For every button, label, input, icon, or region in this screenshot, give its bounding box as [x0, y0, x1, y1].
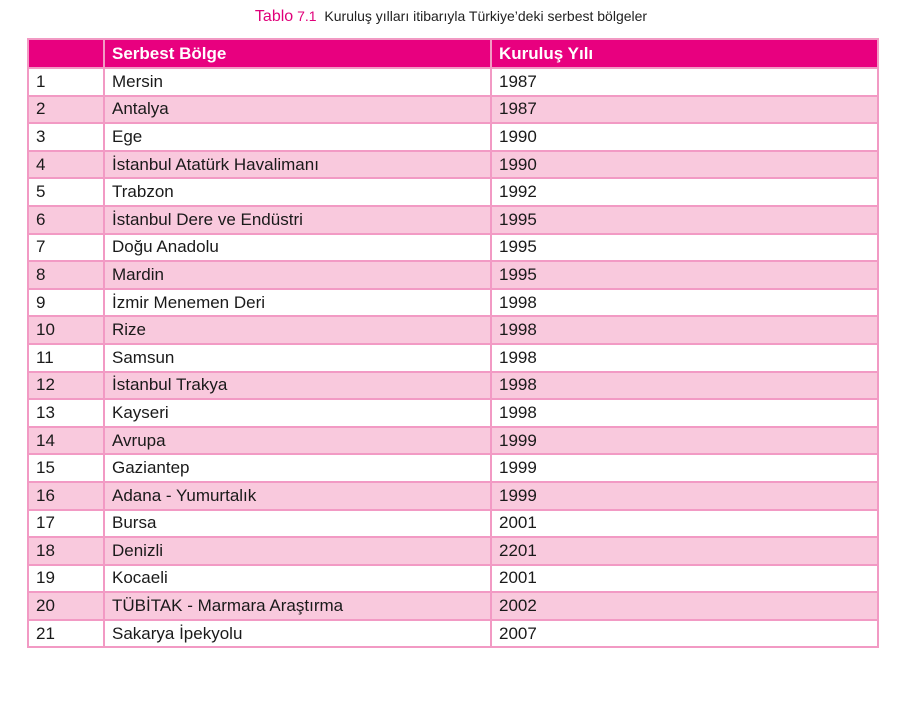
row-year: 1999 [491, 427, 878, 455]
row-zone-name: Denizli [104, 537, 491, 565]
row-number: 9 [28, 289, 104, 317]
row-zone-name: Gaziantep [104, 454, 491, 482]
row-year: 1999 [491, 482, 878, 510]
caption-number: 7.1 [297, 8, 317, 24]
table-row [28, 565, 878, 593]
row-number: 18 [28, 537, 104, 565]
row-zone-name: Rize [104, 316, 491, 344]
table-row [28, 344, 878, 372]
row-year: 2201 [491, 537, 878, 565]
row-year: 1999 [491, 454, 878, 482]
row-zone-name: Kocaeli [104, 565, 491, 593]
row-number: 21 [28, 620, 104, 648]
row-year: 1990 [491, 151, 878, 179]
row-zone-name: Ege [104, 123, 491, 151]
table-row [28, 510, 878, 538]
row-number: 4 [28, 151, 104, 179]
table-row [28, 289, 878, 317]
table-row [28, 206, 878, 234]
row-zone-name: TÜBİTAK - Marmara Araştırma [104, 592, 491, 620]
row-number: 15 [28, 454, 104, 482]
row-zone-name: Trabzon [104, 178, 491, 206]
table-row [28, 372, 878, 400]
header-number [28, 39, 104, 68]
row-year: 1987 [491, 68, 878, 96]
row-number: 7 [28, 234, 104, 262]
table-row [28, 178, 878, 206]
row-number: 6 [28, 206, 104, 234]
row-year: 1987 [491, 96, 878, 124]
row-zone-name: Antalya [104, 96, 491, 124]
table-row [28, 316, 878, 344]
table-row [28, 123, 878, 151]
row-year: 2001 [491, 510, 878, 538]
row-zone-name: Bursa [104, 510, 491, 538]
row-number: 1 [28, 68, 104, 96]
free-zones-table [27, 38, 879, 648]
row-number: 5 [28, 178, 104, 206]
row-number: 2 [28, 96, 104, 124]
row-year: 1995 [491, 234, 878, 262]
row-year: 1998 [491, 372, 878, 400]
row-number: 8 [28, 261, 104, 289]
header-year: Kuruluş Yılı [491, 39, 878, 68]
row-year: 1998 [491, 344, 878, 372]
row-number: 16 [28, 482, 104, 510]
row-zone-name: Adana - Yumurtalık [104, 482, 491, 510]
row-number: 20 [28, 592, 104, 620]
table-row [28, 68, 878, 96]
row-number: 14 [28, 427, 104, 455]
table-row [28, 96, 878, 124]
table-row [28, 151, 878, 179]
row-number: 13 [28, 399, 104, 427]
row-year: 2002 [491, 592, 878, 620]
row-year: 2001 [491, 565, 878, 593]
caption-label: Tablo [254, 8, 294, 25]
table-row [28, 620, 878, 648]
row-zone-name: İstanbul Atatürk Havalimanı [104, 151, 491, 179]
row-zone-name: İzmir Menemen Deri [104, 289, 491, 317]
row-zone-name: Sakarya İpekyolu [104, 620, 491, 648]
header-zone: Serbest Bölge [104, 39, 491, 68]
row-zone-name: Mardin [104, 261, 491, 289]
row-year: 1990 [491, 123, 878, 151]
table-row [28, 427, 878, 455]
row-year: 1992 [491, 178, 878, 206]
row-zone-name: Mersin [104, 68, 491, 96]
row-zone-name: Kayseri [104, 399, 491, 427]
row-number: 3 [28, 123, 104, 151]
row-year: 1998 [491, 289, 878, 317]
table-row [28, 234, 878, 262]
row-year: 1998 [491, 316, 878, 344]
row-zone-name: Samsun [104, 344, 491, 372]
row-year: 1995 [491, 261, 878, 289]
row-zone-name: Avrupa [104, 427, 491, 455]
row-number: 10 [28, 316, 104, 344]
caption-text: Kuruluş yılları itibarıyla Türkiye’deki serbest bölgeler [324, 8, 648, 24]
row-year: 2007 [491, 620, 878, 648]
row-number: 19 [28, 565, 104, 593]
table-row [28, 537, 878, 565]
row-zone-name: İstanbul Trakya [104, 372, 491, 400]
table-caption [0, 8, 902, 26]
row-number: 12 [28, 372, 104, 400]
table-row [28, 454, 878, 482]
row-year: 1995 [491, 206, 878, 234]
row-zone-name: İstanbul Dere ve Endüstri [104, 206, 491, 234]
table-row [28, 592, 878, 620]
row-zone-name: Doğu Anadolu [104, 234, 491, 262]
row-year: 1998 [491, 399, 878, 427]
table-row [28, 482, 878, 510]
table-row [28, 261, 878, 289]
table-header-row [28, 39, 878, 68]
row-number: 11 [28, 344, 104, 372]
row-number: 17 [28, 510, 104, 538]
table-row [28, 399, 878, 427]
